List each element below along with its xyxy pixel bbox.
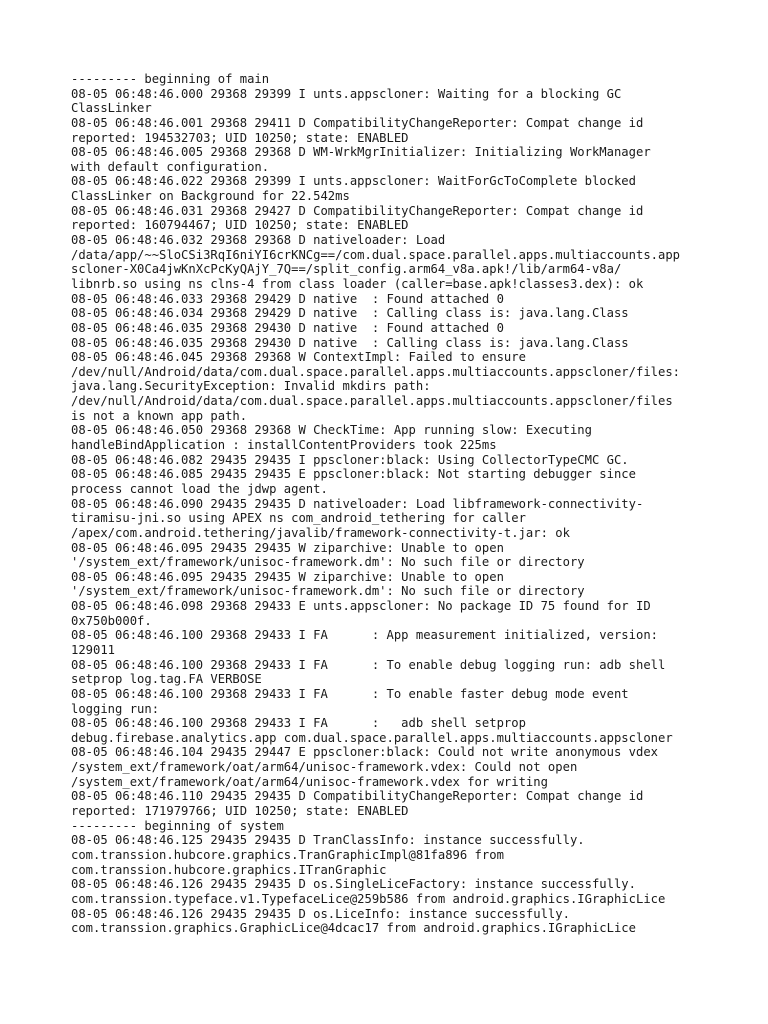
log-line: 08-05 06:48:46.001 29368 29411 D CompatibilityChangeReporter: Compat change id: [71, 115, 644, 130]
log-line: 08-05 06:48:46.126 29435 29435 D os.SingleLiceFactory: instance successfully.: [71, 877, 636, 892]
log-line: 08-05 06:48:46.100 29368 29433 I FA : adb shell setprop: [71, 716, 526, 731]
log-document: [71, 72, 731, 936]
log-line: 08-05 06:48:46.126 29435 29435 D os.LiceInfo: instance successfully.: [71, 906, 570, 921]
log-line: debug.firebase.analytics.app com.dual.space.parallel.apps.multiaccounts.appscloner: [71, 730, 673, 745]
log-line: 08-05 06:48:46.082 29435 29435 I ppscloner:black: Using CollectorTypeCMC GC.: [71, 452, 629, 467]
log-line: java.lang.SecurityException: Invalid mkdirs path:: [71, 379, 431, 394]
log-line: /data/app/~~SloCSi3RqI6niYI6crKNCg==/com.dual.space.parallel.apps.multiaccounts.app: [71, 247, 681, 262]
log-line: --------- beginning of system: [71, 818, 284, 833]
log-line: 08-05 06:48:46.031 29368 29427 D CompatibilityChangeReporter: Compat change id: [71, 203, 644, 218]
log-line: 08-05 06:48:46.100 29368 29433 I FA : To enable faster debug mode event: [71, 686, 629, 701]
log-line: 08-05 06:48:46.022 29368 29399 I unts.appscloner: WaitForGcToComplete blocked: [71, 174, 636, 189]
log-line: 08-05 06:48:46.050 29368 29368 W CheckTime: App running slow: Executing: [71, 423, 592, 438]
log-line: /dev/null/Android/data/com.dual.space.parallel.apps.multiaccounts.appscloner/files:: [71, 364, 681, 379]
log-line: 08-05 06:48:46.085 29435 29435 E ppscloner:black: Not starting debugger since: [71, 467, 636, 482]
log-line: 08-05 06:48:46.035 29368 29430 D native : Calling class is: java.lang.Class: [71, 335, 629, 350]
log-line: 08-05 06:48:46.100 29368 29433 I FA : App measurement initialized, version:: [71, 628, 658, 643]
log-line: is not a known app path.: [71, 408, 248, 423]
log-line: 08-05 06:48:46.045 29368 29368 W ContextImpl: Failed to ensure: [71, 350, 526, 365]
log-line: /dev/null/Android/data/com.dual.space.parallel.apps.multiaccounts.appscloner/files: [71, 394, 673, 409]
log-line: tiramisu-jni.so using APEX ns com_android_tethering for caller: [71, 511, 526, 526]
log-line: 08-05 06:48:46.100 29368 29433 I FA : To enable debug logging run: adb shell: [71, 657, 666, 672]
log-line: reported: 160794467; UID 10250; state: ENABLED: [71, 218, 409, 233]
log-line: 08-05 06:48:46.095 29435 29435 W ziparchive: Unable to open: [71, 569, 504, 584]
log-line: scloner-X0Ca4jwKnXcPcKyQAjY_7Q==/split_config.arm64_v8a.apk!/lib/arm64-v8a/: [71, 262, 622, 277]
log-line: with default configuration.: [71, 159, 270, 174]
log-line: com.transsion.hubcore.graphics.TranGraphicImpl@81fa896 from: [71, 847, 504, 862]
log-line: logging run:: [71, 701, 160, 716]
log-line: 08-05 06:48:46.125 29435 29435 D TranClassInfo: instance successfully.: [71, 833, 585, 848]
log-line: 08-05 06:48:46.095 29435 29435 W ziparchive: Unable to open: [71, 540, 504, 555]
log-line: 0x750b000f.: [71, 613, 152, 628]
log-line: com.transsion.graphics.GraphicLice@4dcac17 from android.graphics.IGraphicLice: [71, 921, 636, 936]
log-line: /system_ext/framework/oat/arm64/unisoc-framework.vdex: Could not open: [71, 760, 578, 775]
log-line: /apex/com.android.tethering/javalib/framework-connectivity-t.jar: ok: [71, 525, 570, 540]
log-line: process cannot load the jdwp agent.: [71, 481, 328, 496]
log-line: '/system_ext/framework/unisoc-framework.dm': No such file or directory: [71, 584, 585, 599]
log-line: libnrb.so using ns clns-4 from class loader (caller=base.apk!classes3.dex): ok: [71, 276, 644, 291]
log-line: '/system_ext/framework/unisoc-framework.dm': No such file or directory: [71, 555, 585, 570]
log-line: reported: 171979766; UID 10250; state: ENABLED: [71, 804, 409, 819]
log-line: 08-05 06:48:46.090 29435 29435 D nativeloader: Load libframework-connectivity-: [71, 496, 644, 511]
log-line: 08-05 06:48:46.034 29368 29429 D native : Calling class is: java.lang.Class: [71, 306, 629, 321]
log-line: --------- beginning of main: [71, 72, 270, 86]
log-line: 08-05 06:48:46.032 29368 29368 D nativeloader: Load: [71, 233, 446, 248]
log-line: com.transsion.hubcore.graphics.ITranGraphic: [71, 862, 387, 877]
log-line: 08-05 06:48:46.033 29368 29429 D native : Found attached 0: [71, 291, 504, 306]
log-line: reported: 194532703; UID 10250; state: ENABLED: [71, 130, 409, 145]
log-line: 08-05 06:48:46.000 29368 29399 I unts.appscloner: Waiting for a blocking GC: [71, 86, 622, 101]
log-line: ClassLinker on Background for 22.542ms: [71, 189, 350, 204]
log-line: 08-05 06:48:46.104 29435 29447 E ppscloner:black: Could not write anonymous vdex: [71, 745, 658, 760]
log-line: com.transsion.typeface.v1.TypefaceLice@259b586 from android.graphics.IGraphicLice: [71, 891, 666, 906]
log-line: handleBindApplication : installContentProviders took 225ms: [71, 438, 497, 453]
log-line: 08-05 06:48:46.005 29368 29368 D WM-WrkMgrInitializer: Initializing WorkManager: [71, 145, 651, 160]
log-line: /system_ext/framework/oat/arm64/unisoc-framework.vdex for writing: [71, 774, 548, 789]
log-line: ClassLinker: [71, 101, 152, 116]
log-line: 08-05 06:48:46.098 29368 29433 E unts.appscloner: No package ID 75 found for ID: [71, 599, 651, 614]
log-line: 08-05 06:48:46.110 29435 29435 D CompatibilityChangeReporter: Compat change id: [71, 789, 644, 804]
log-line: setprop log.tag.FA VERBOSE: [71, 672, 262, 687]
log-line: 129011: [71, 642, 116, 657]
log-line: 08-05 06:48:46.035 29368 29430 D native : Found attached 0: [71, 320, 504, 335]
